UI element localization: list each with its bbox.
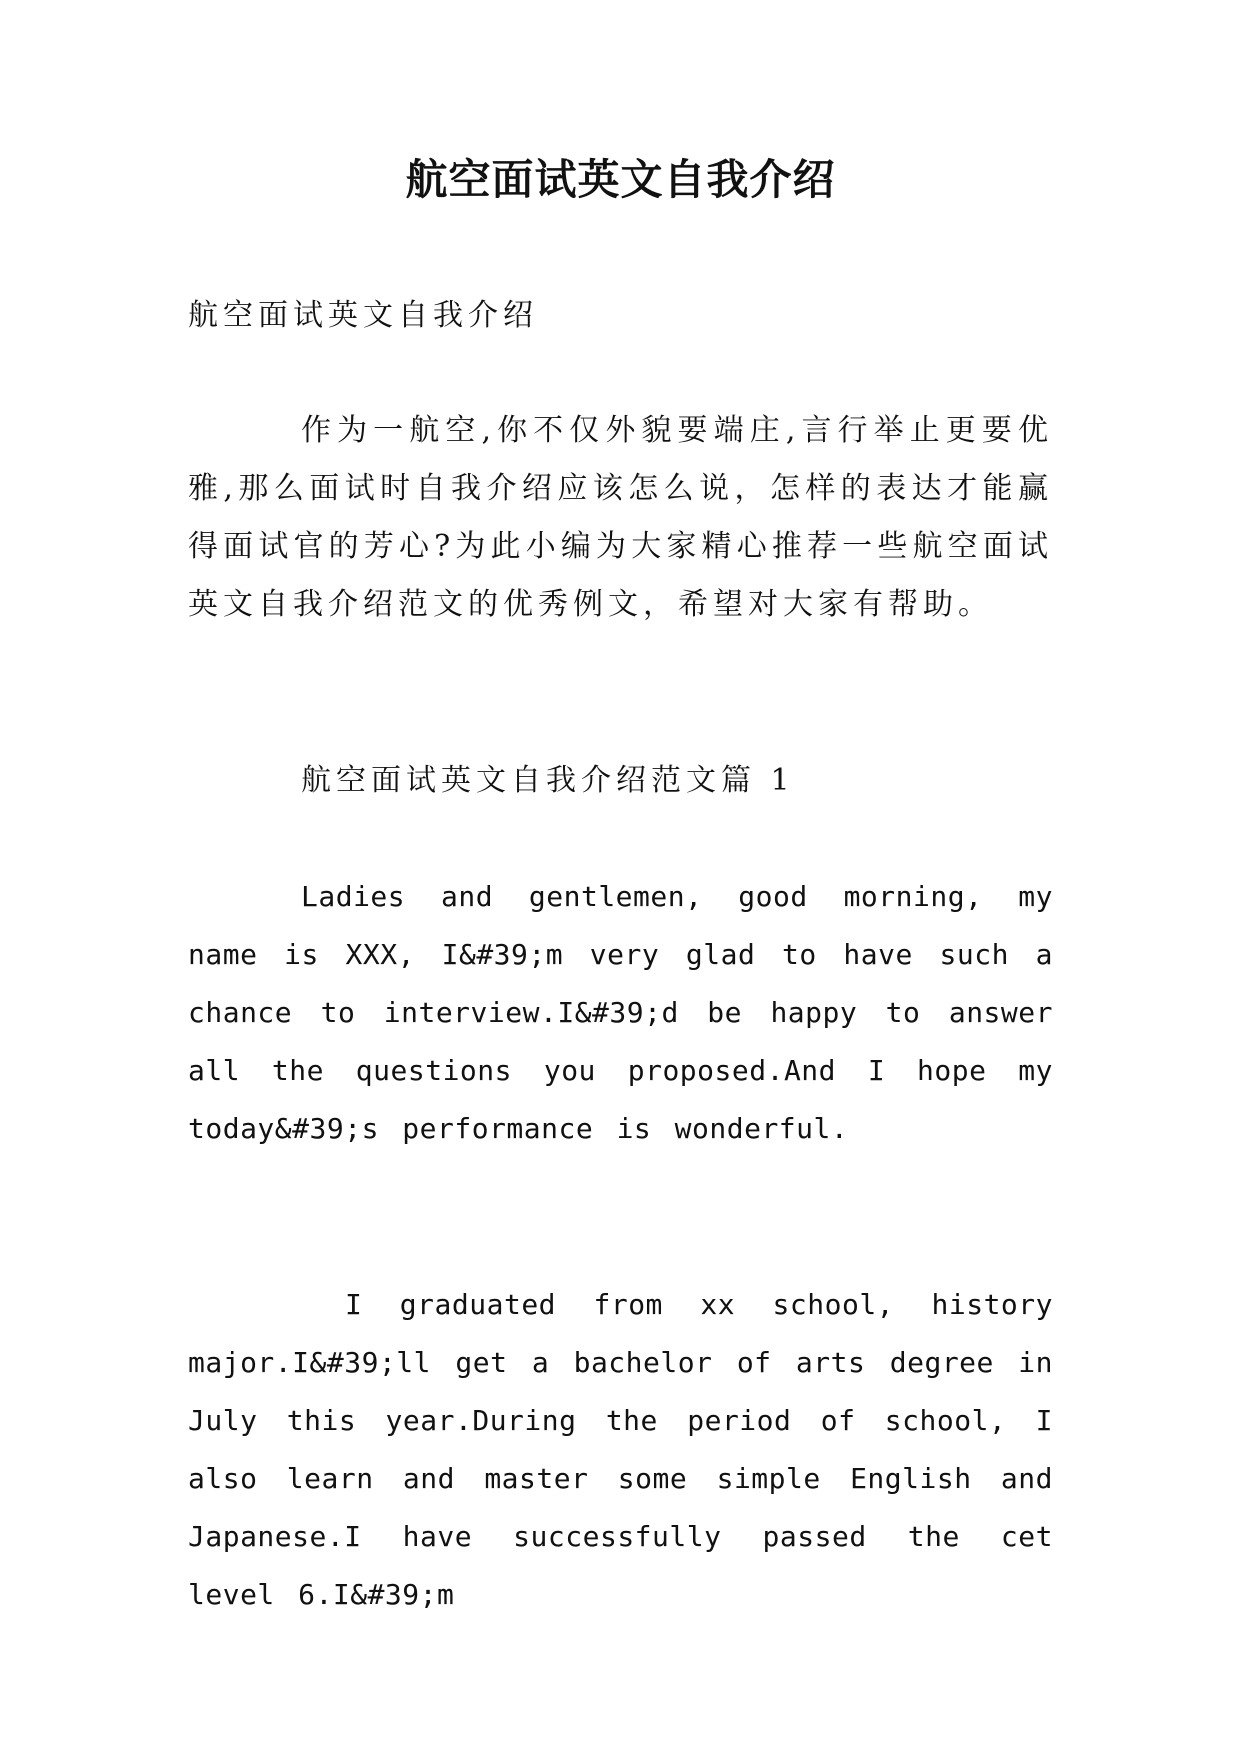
document-subtitle: 航空面试英文自我介绍 bbox=[188, 298, 538, 333]
document-title: 航空面试英文自我介绍 bbox=[405, 155, 836, 204]
body-paragraph: I graduated from xx school, history major.I&#39;ll get a bachelor of arts degree in July this year.During the period of school, I also learn and master some simple English and Japanese.I have successfully passed the cet level 6.I&#39;m bbox=[188, 1288, 1053, 1611]
intro-paragraph: 作为一航空,你不仅外貌要端庄,言行举止更要优雅,那么面试时自我介绍应该怎么说，怎样的表达才能赢得面试官的芳心?为此小编为大家精心推荐一些航空面试英文自我介绍范文的优秀例文，希望对大家有帮助。 bbox=[188, 413, 1053, 622]
body-paragraph: Ladies and gentlemen, good morning, my name is XXX, I&#39;m very glad to have such a chance to interview.I&#39;d be happy to answer all the questions you proposed.And I hope my today&#39;s performance is wonderful. bbox=[188, 880, 1053, 1145]
section-heading: 航空面试英文自我介绍范文篇 1 bbox=[301, 763, 795, 798]
